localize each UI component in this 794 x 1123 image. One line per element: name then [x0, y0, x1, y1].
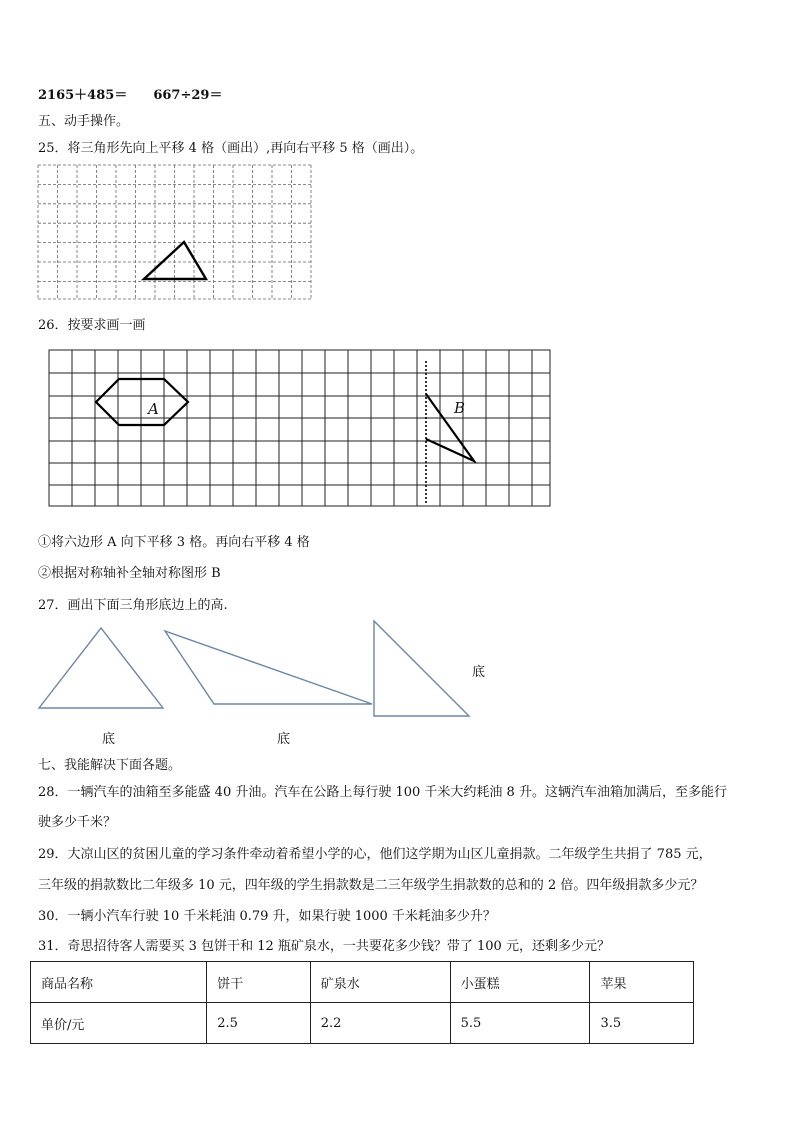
q26-task-2: ②根据对称轴补全轴对称图形 B [38, 566, 221, 581]
q27-triangles [0, 615, 520, 725]
question-29-line-2: 三年级的捐款数比二年级多 10 元，四年级的学生捐款数是二三年级学生捐款数的总和的 2 倍。四年级捐款多少元？ [38, 878, 704, 893]
price-table [30, 961, 694, 1044]
table-cell: 小蛋糕 [450, 962, 590, 1003]
table-cell: 矿泉水 [310, 962, 450, 1003]
table-row [31, 1003, 694, 1044]
question-29-line-1: 29．大凉山区的贫困儿童的学习条件牵动着希望小学的心，他们这学期为山区儿童捐款。二年级学生共捐了 785 元， [38, 847, 712, 862]
table-cell: 2.5 [207, 1003, 311, 1044]
calc-expr-2: 667÷29＝ [153, 88, 223, 103]
question-26: 26．按要求画一画 [38, 318, 146, 333]
question-27: 27．画出下面三角形底边上的高. [38, 598, 228, 613]
section-7-title: 七、我能解决下面各题。 [38, 758, 182, 773]
table-cell: 2.2 [310, 1003, 450, 1044]
partial-triangle-b [426, 394, 474, 461]
question-25: 25．将三角形先向上平移 4 格（画出）,再向右平移 5 格（画出）。 [38, 141, 424, 156]
triangle-2 [165, 631, 372, 704]
triangle-3-base-label: 底 [472, 665, 486, 680]
question-30: 30．一辆小汽车行驶 10 千米耗油 0.79 升，如果行驶 1000 千米耗油多少升？ [38, 909, 496, 924]
calc-line [38, 84, 222, 103]
section-5-title: 五、动手操作。 [38, 114, 130, 129]
q26-task-1: ①将六边形 A 向下平移 3 格。再向右平移 4 格 [38, 535, 310, 550]
q26-grid-figure [48, 347, 552, 509]
q26-grid [49, 350, 550, 506]
q25-triangle [144, 242, 206, 279]
table-cell: 饼干 [207, 962, 311, 1003]
question-28-line-2: 驶多少千米？ [38, 815, 117, 830]
label-a: A [148, 400, 159, 418]
question-28-line-1: 28．一辆汽车的油箱至多能盛 40 升油。汽车在公路上每行驶 100 千米大约耗油 8 升。这辆汽车油箱加满后，至多能行 [38, 785, 727, 800]
table-cell: 5.5 [450, 1003, 590, 1044]
table-cell: 商品名称 [31, 962, 207, 1003]
q25-grid-figure [38, 165, 312, 301]
table-cell: 3.5 [590, 1003, 694, 1044]
calc-expr-1: 2165＋485＝ [38, 88, 128, 103]
triangle-3 [374, 621, 469, 716]
label-b: B [454, 399, 466, 417]
table-cell: 苹果 [590, 962, 694, 1003]
triangle-1 [39, 628, 163, 708]
table-row [31, 962, 694, 1003]
triangle-2-base-label: 底 [277, 732, 291, 747]
table-cell: 单价/元 [31, 1003, 207, 1044]
triangle-1-base-label: 底 [102, 732, 116, 747]
question-31: 31．奇思招待客人需要买 3 包饼干和 12 瓶矿泉水，一共要花多少钱？带了 100 元，还剩多少元？ [38, 939, 610, 954]
